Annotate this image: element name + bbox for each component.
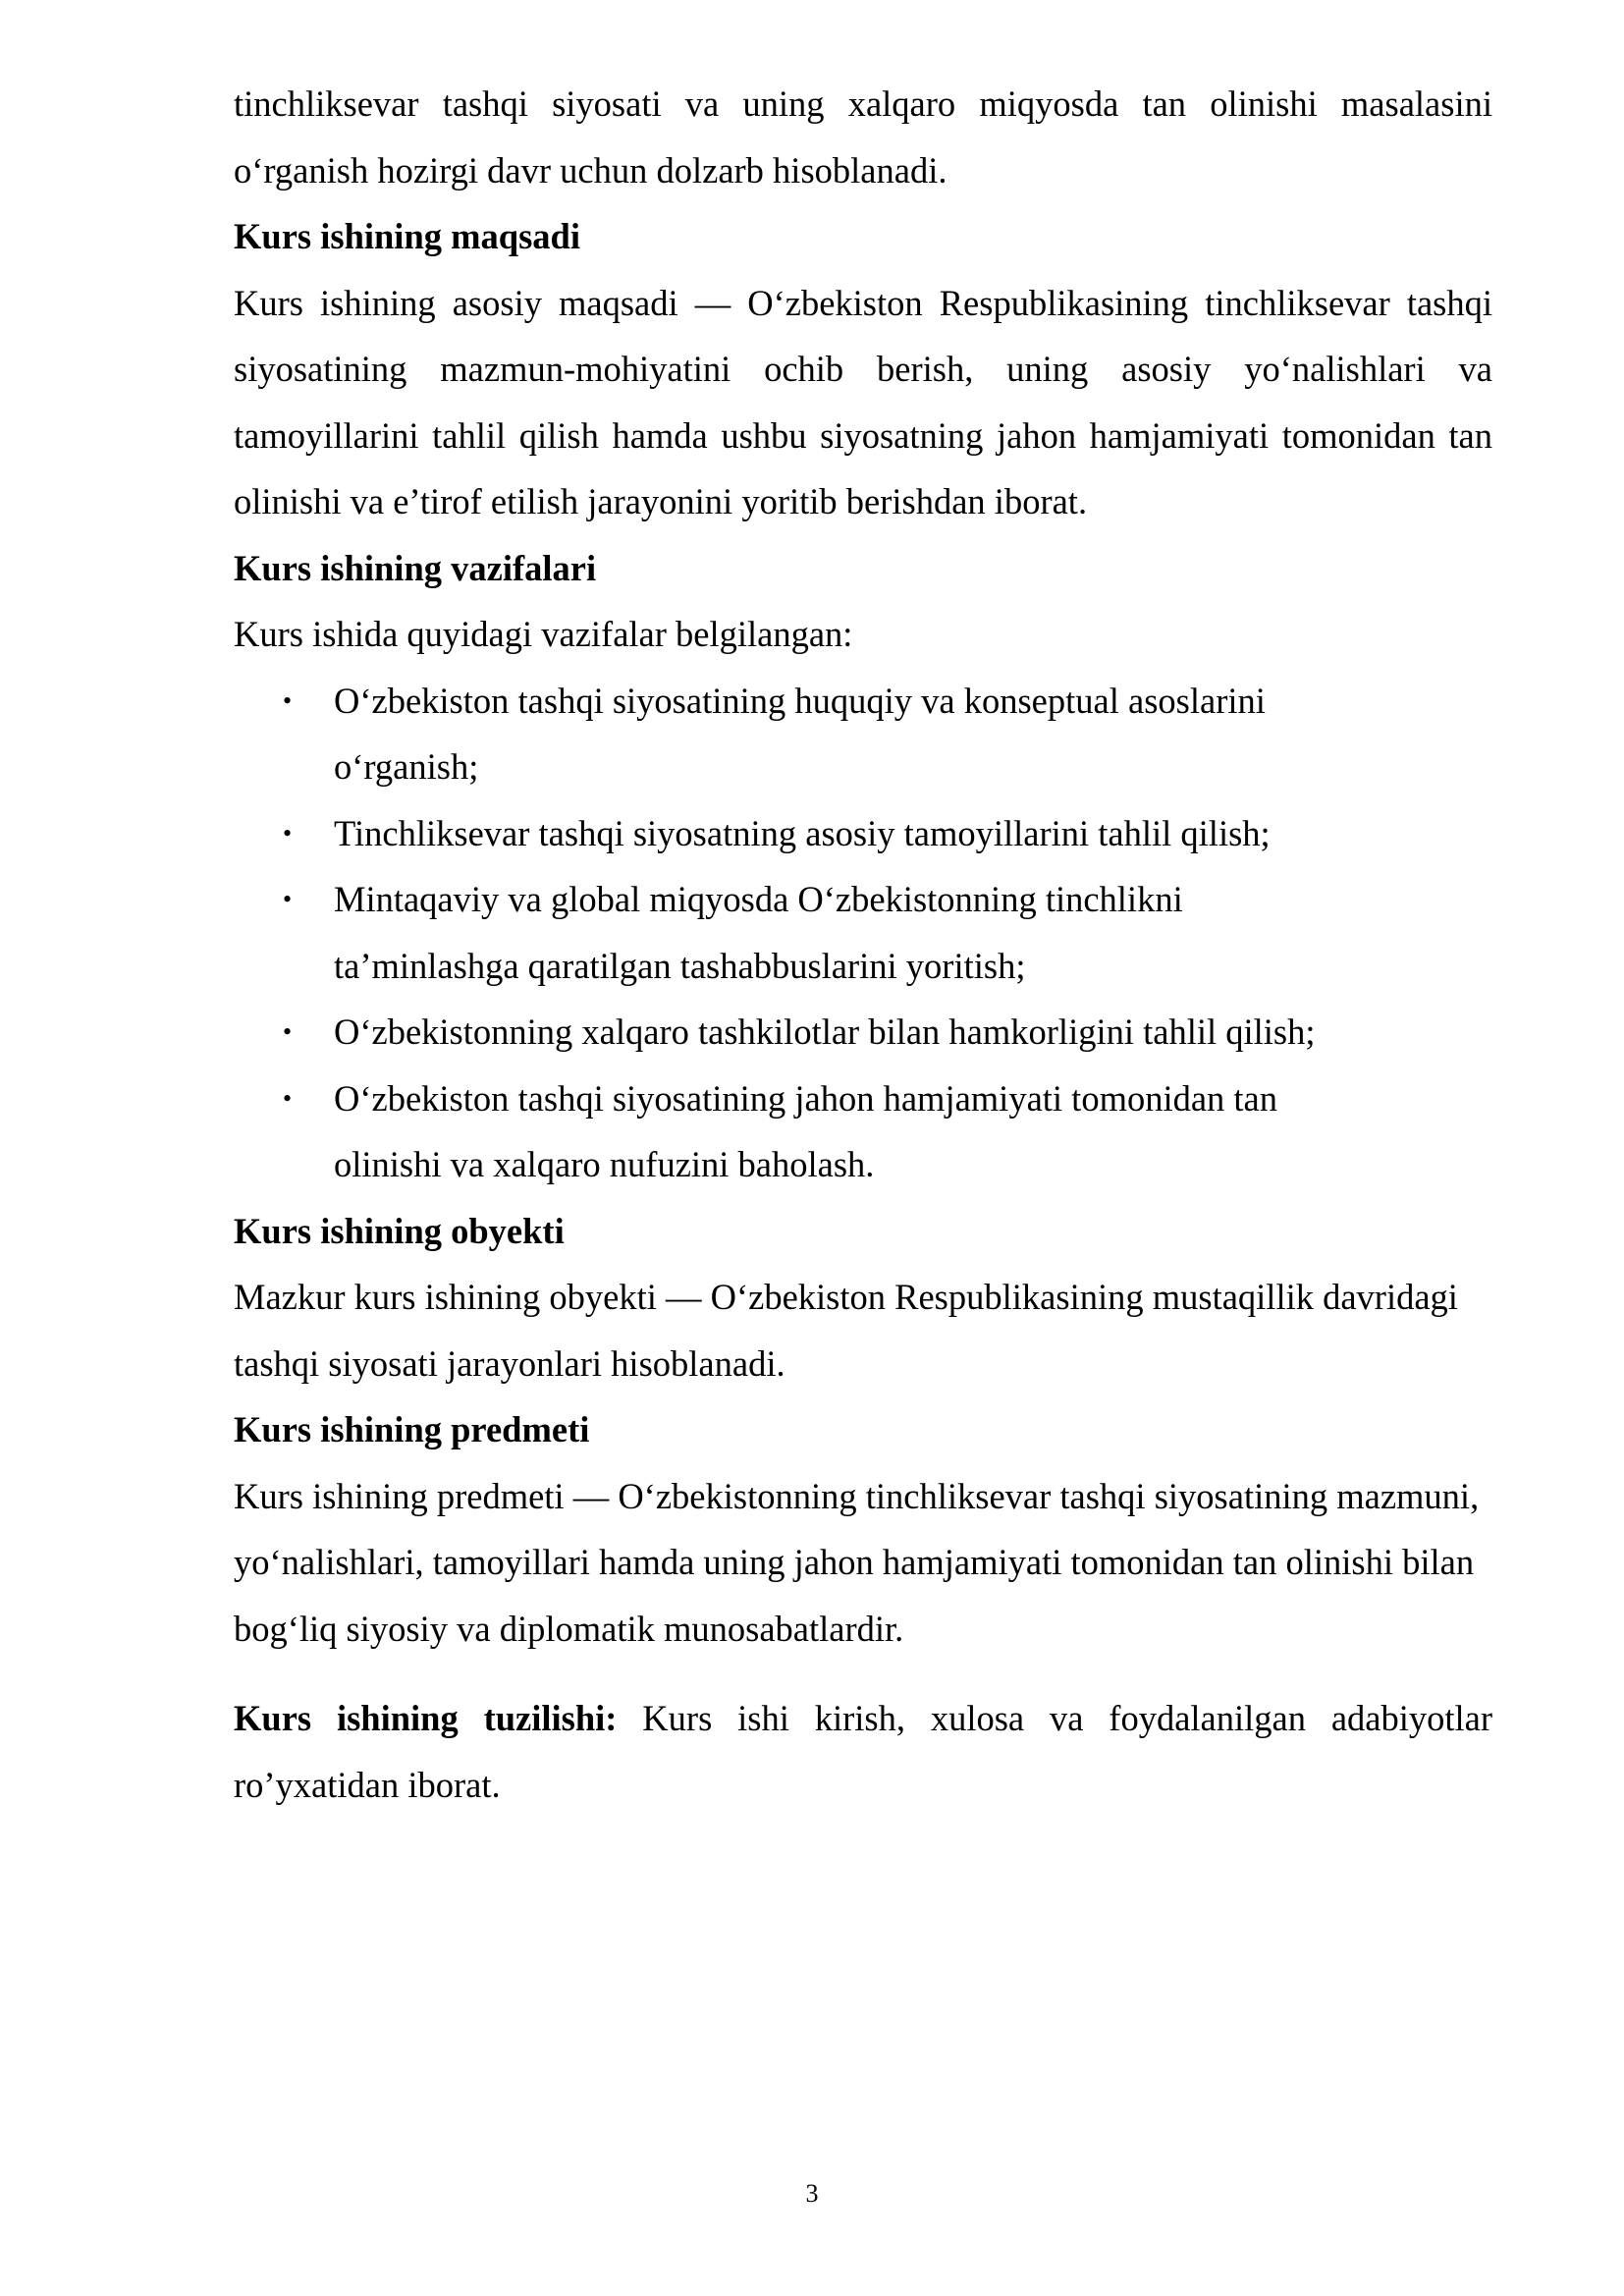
list-item-text: O‘zbekistonning xalqaro tashkilotlar bilan hamkorligini tahlil qilish; — [334, 1011, 1316, 1052]
tasks-list — [234, 668, 1492, 1198]
page-content — [234, 71, 1492, 1818]
list-item — [234, 668, 1492, 800]
subject-paragraph: Kurs ishining predmeti — O‘zbekistonning tinchliksevar tashqi siyosatining mazmuni, yo‘nalishlari, tamoyillari hamda uning jahon hamjamiyati tomonidan tan olinishi bilan bog‘liq siyosiy va diplomatik munosabatlardir. — [234, 1475, 1480, 1649]
list-item-text: O‘zbekiston tashqi siyosatining jahon hamjamiyati tomonidan tan olinishi va xalqaro nufuzini baholash. — [334, 1077, 1278, 1184]
list-item — [234, 1066, 1492, 1198]
list-item-text: O‘zbekiston tashqi siyosatining huquqiy va konseptual asoslarini o‘rganish; — [334, 680, 1266, 787]
list-item — [234, 866, 1492, 999]
paragraph-spacer — [234, 1662, 1492, 1685]
list-item-text: Tinchliksevar tashqi siyosatning asosiy tamoyillarini tahlil qilish; — [334, 812, 1271, 853]
list-item — [234, 800, 1492, 867]
intro-end-paragraph: tinchliksevar tashqi siyosati va uning xalqaro miqyosda tan olinishi masalasini o‘rganish hozirgi davr uchun dolzarb hisoblanadi. — [234, 83, 1492, 191]
list-item-text: Mintaqaviy va global miqyosda O‘zbekistonning tinchlikni ta’minlashga qaratilgan tashabbuslarini yoritish; — [334, 879, 1183, 986]
subject-heading: Kurs ishining predmeti — [234, 1409, 590, 1449]
list-item — [234, 999, 1492, 1066]
bullet-icon: • — [283, 885, 293, 913]
bullet-icon: • — [283, 685, 293, 715]
goal-paragraph: Kurs ishining asosiy maqsadi — O‘zbekiston Respublikasining tinchliksevar tashqi siyosatining mazmun-mohiyatini ochib berish, uning asosiy yo‘nalishlari va tamoyillarini tahlil qilish hamda ushbu siyosatning jahon hamjamiyati tomonidan tan olinishi va e’tirof etilish jarayonini yoritib berishdan iborat. — [234, 282, 1492, 521]
bullet-icon: • — [283, 818, 293, 847]
structure-heading: Kurs ishining tuzilishi: — [234, 1698, 618, 1738]
page-number: 3 — [805, 2179, 819, 2208]
tasks-heading: Kurs ishining vazifalari — [234, 547, 597, 588]
bullet-icon: • — [283, 1017, 293, 1046]
structure-paragraph — [234, 1685, 1492, 1818]
bullet-icon: • — [283, 1083, 293, 1113]
goal-heading: Kurs ishining maqsadi — [234, 216, 580, 256]
structure-text: Kurs ishi kirish, xulosa va foydalanilgan adabiyotlar ro’yxatidan iborat. — [234, 1698, 1492, 1805]
tasks-intro: Kurs ishida quyidagi vazifalar belgilangan: — [234, 614, 853, 654]
object-paragraph: Mazkur kurs ishining obyekti — O‘zbekiston Respublikasining mustaqillik davridagi tashqi siyosati jarayonlari hisoblanadi. — [234, 1277, 1458, 1384]
object-heading: Kurs ishining obyekti — [234, 1210, 565, 1251]
